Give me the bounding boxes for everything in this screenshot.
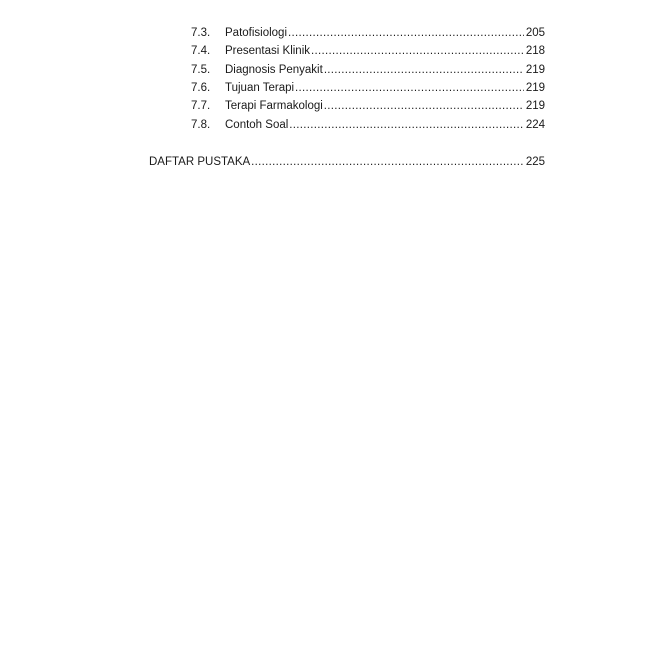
toc-entry-7-5[interactable] (191, 61, 545, 79)
toc-entry-title: Diagnosis Penyakit (225, 64, 323, 76)
toc-entry-7-8[interactable] (191, 116, 545, 134)
toc-dot-leader (289, 116, 524, 134)
toc-entry-7-4[interactable] (191, 42, 545, 60)
toc-entry-7-6[interactable] (191, 79, 545, 97)
toc-entry-title: Terapi Farmakologi (225, 100, 323, 112)
toc-entry-daftar-pustaka[interactable] (149, 153, 545, 171)
toc-entry-number: 7.6. (191, 82, 211, 94)
toc-entry-title: Presentasi Klinik (225, 45, 311, 57)
toc-entry-title: DAFTAR PUSTAKA (149, 156, 251, 168)
toc-entry-7-7[interactable] (191, 97, 545, 115)
toc-dot-leader (324, 61, 524, 79)
toc-entry-title: Tujuan Terapi (225, 82, 295, 94)
toc-entry-number: 7.7. (191, 100, 211, 112)
toc-entry-page: 219 (525, 82, 545, 94)
toc-entry-number: 7.3. (191, 27, 211, 39)
toc-entry-title: Patofisiologi (225, 27, 288, 39)
toc-entry-page: 225 (525, 156, 545, 168)
toc-entry-title: Contoh Soal (225, 119, 289, 131)
toc-entry-number: 7.8. (191, 119, 211, 131)
toc-dot-leader (251, 153, 524, 171)
toc-entry-page: 224 (525, 119, 545, 131)
toc-entry-7-3[interactable] (191, 24, 545, 42)
toc-dot-leader (324, 97, 524, 115)
toc-dot-leader (295, 79, 524, 97)
toc-entry-page: 219 (525, 64, 545, 76)
toc-dot-leader (311, 42, 524, 60)
toc-entry-number: 7.4. (191, 45, 211, 57)
toc-entry-page: 205 (525, 27, 545, 39)
toc-dot-leader (288, 24, 524, 42)
toc-entry-page: 219 (525, 100, 545, 112)
toc-entry-number: 7.5. (191, 64, 211, 76)
toc-entry-page: 218 (525, 45, 545, 57)
